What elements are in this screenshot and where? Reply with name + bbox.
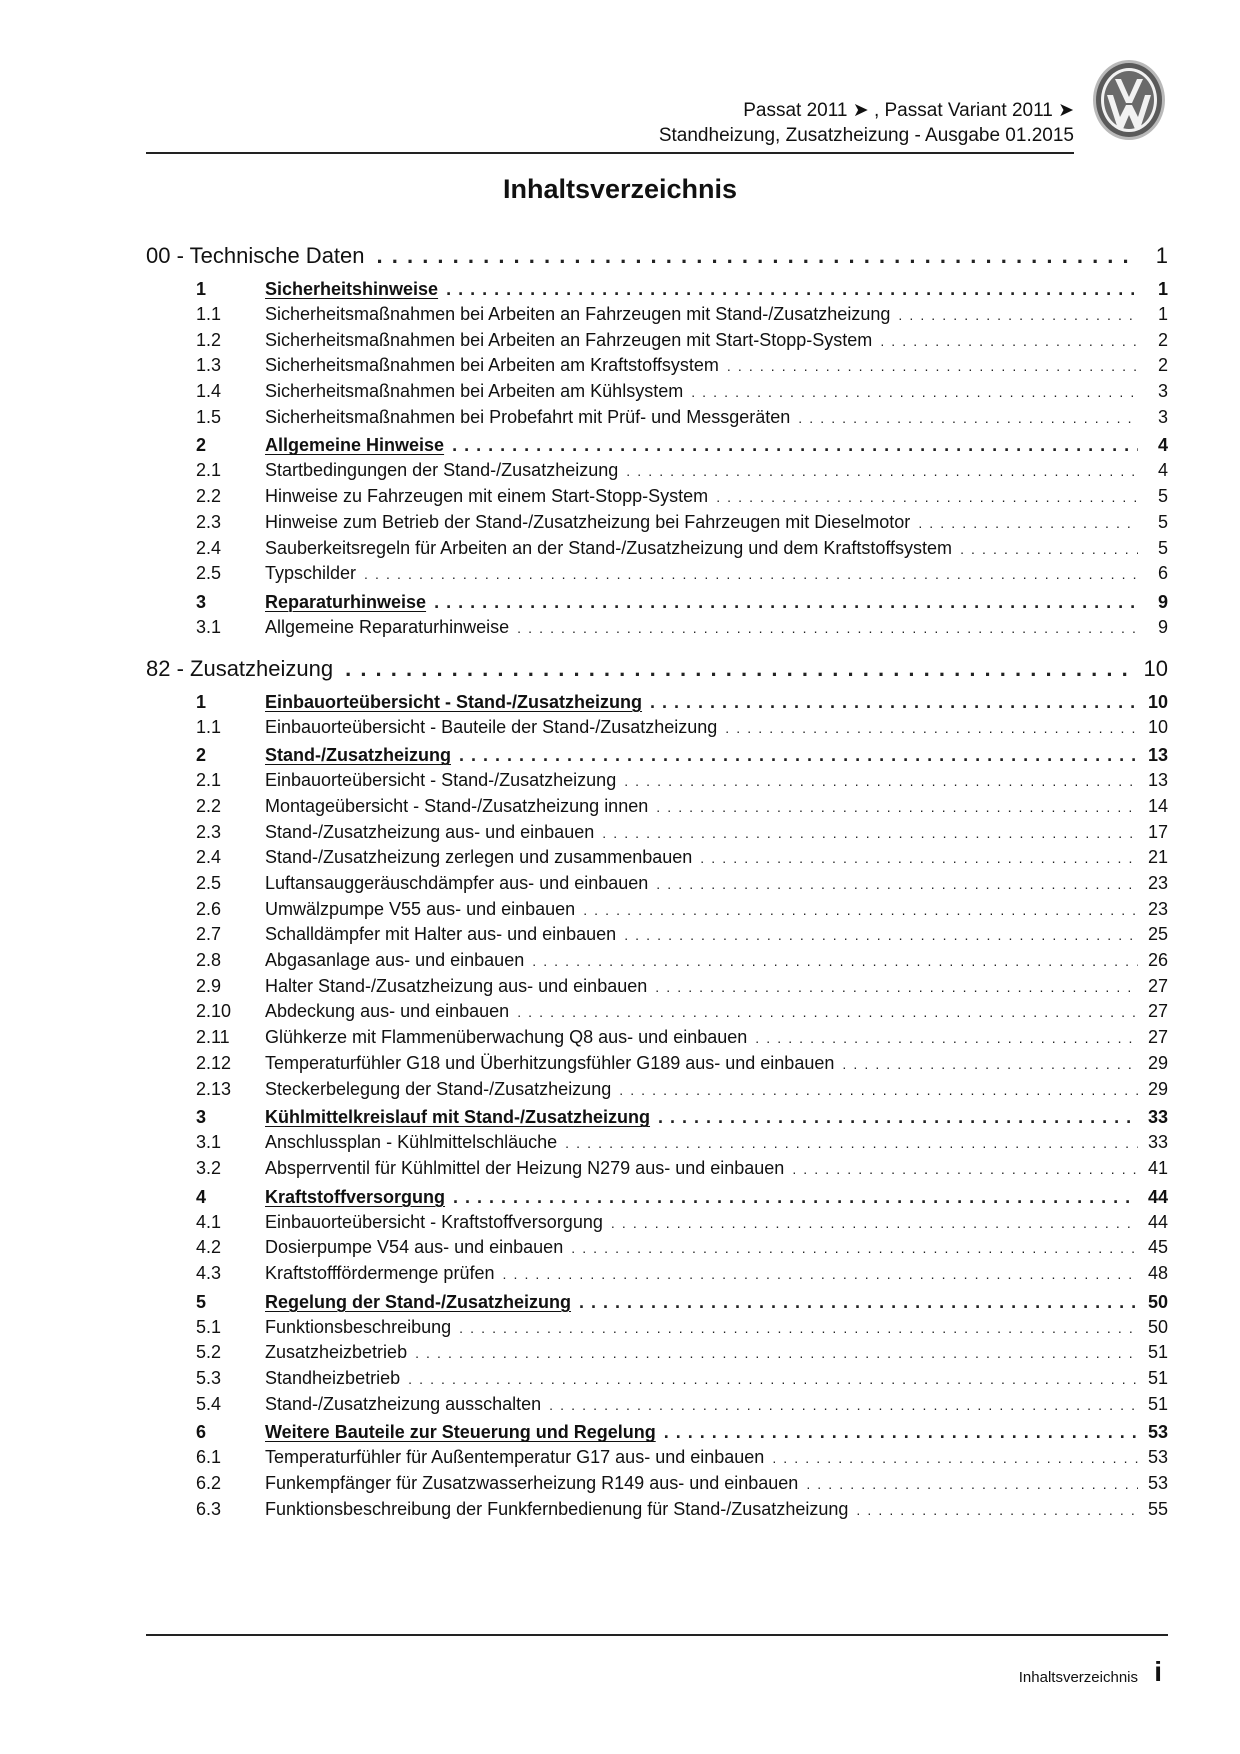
toc-number: 2.4 — [196, 537, 222, 558]
toc-page-number[interactable]: 10 — [1143, 655, 1168, 681]
toc-sub-row[interactable] — [146, 950, 1168, 976]
toc-page-number[interactable]: 48 — [1147, 1262, 1168, 1283]
toc-page-number[interactable]: 50 — [1147, 1316, 1168, 1337]
toc-dot-leader — [532, 953, 1138, 969]
toc-sub-row[interactable] — [146, 1368, 1168, 1394]
toc-dot-leader — [655, 979, 1138, 995]
toc-number: 2.3 — [196, 821, 222, 842]
vw-logo-icon — [1091, 57, 1167, 143]
toc-title[interactable]: Sicherheitsmaßnahmen bei Probefahrt mit Prüf- und Messgeräten — [265, 406, 791, 427]
toc-dot-leader — [664, 1422, 1138, 1443]
toc-sub-row[interactable] — [146, 1473, 1168, 1499]
toc-section-row[interactable] — [146, 692, 1168, 717]
toc-title[interactable]: 82 - Zusatzheizung — [146, 655, 334, 681]
toc-page-number[interactable]: 33 — [1147, 1107, 1168, 1128]
toc-page-number[interactable]: 27 — [1147, 975, 1168, 996]
toc-number: 3 — [196, 1107, 207, 1128]
toc-dot-leader — [798, 410, 1138, 426]
toc-page-number[interactable]: 21 — [1147, 847, 1168, 868]
toc-page-number[interactable]: 33 — [1147, 1132, 1168, 1153]
toc-title[interactable]: Montageübersicht - Stand-/Zusatzheizung innen — [265, 795, 649, 816]
toc-page-number[interactable]: 27 — [1147, 1001, 1168, 1022]
toc-page-number[interactable]: 45 — [1147, 1237, 1168, 1258]
toc-title[interactable]: Stand-/Zusatzheizung aus- und einbauen — [265, 821, 595, 842]
toc-sub-row[interactable] — [146, 1027, 1168, 1053]
toc-title[interactable]: Dosierpumpe V54 aus- und einbauen — [265, 1237, 564, 1258]
toc-sub-row[interactable] — [146, 717, 1168, 743]
toc-title[interactable]: Stand-/Zusatzheizung — [265, 745, 451, 766]
toc-title[interactable]: Kraftstofffördermenge prüfen — [265, 1262, 495, 1283]
toc-page-number[interactable]: 5 — [1157, 486, 1168, 507]
toc-chapter-row[interactable] — [146, 236, 1168, 276]
toc-title[interactable]: Anschlussplan - Kühlmittelschläuche — [265, 1132, 558, 1153]
toc-title[interactable]: Sicherheitsmaßnahmen bei Arbeiten an Fahrzeugen mit Stand-/Zusatzheizung — [265, 304, 891, 324]
toc-page-number[interactable]: 26 — [1147, 950, 1168, 971]
toc-sub-row[interactable] — [146, 1132, 1168, 1158]
toc-dot-leader — [700, 850, 1138, 866]
toc-dot-leader — [549, 1397, 1138, 1413]
toc-section-row[interactable] — [146, 745, 1168, 770]
toc-title[interactable]: 00 - Technische Daten — [146, 243, 365, 268]
toc-page-number[interactable]: 44 — [1147, 1211, 1168, 1232]
toc-title[interactable]: Standheizbetrieb — [265, 1368, 401, 1388]
toc-dot-leader — [772, 1450, 1138, 1466]
toc-number: 4.1 — [196, 1211, 222, 1232]
toc-title[interactable]: Temperaturfühler für Außentemperatur G17 aus- und einbauen — [265, 1447, 765, 1468]
toc-number: 3.1 — [196, 1132, 222, 1153]
toc-page-number[interactable]: 1 — [1157, 304, 1168, 324]
toc-number: 3.2 — [196, 1157, 222, 1178]
toc-title[interactable]: Hinweise zum Betrieb der Stand-/Zusatzheizung bei Fahrzeugen mit Dieselmotor — [265, 511, 911, 532]
toc-title[interactable]: Sauberkeitsregeln für Arbeiten an der Stand-/Zusatzheizung und dem Kraftstoffsystem — [265, 537, 953, 558]
toc-dot-leader — [459, 745, 1138, 766]
toc-title[interactable]: Sicherheitshinweise — [265, 279, 439, 299]
toc-dot-leader — [459, 1320, 1138, 1336]
toc-title[interactable]: Glühkerze mit Flammenüberwachung Q8 aus- und einbauen — [265, 1027, 748, 1048]
toc-page-number[interactable]: 51 — [1147, 1393, 1168, 1414]
toc-page-number[interactable]: 1 — [1155, 243, 1168, 268]
toc-sub-row[interactable] — [146, 1079, 1168, 1105]
toc-dot-leader — [517, 620, 1138, 636]
toc-page-number[interactable]: 10 — [1147, 691, 1168, 712]
toc-page-number[interactable]: 53 — [1147, 1473, 1168, 1494]
toc-number: 2.13 — [196, 1078, 232, 1099]
toc-title[interactable]: Funktionsbeschreibung der Funkfernbedienung für Stand-/Zusatzheizung — [265, 1498, 849, 1519]
toc-sub-row[interactable] — [146, 1212, 1168, 1238]
toc-dot-leader — [364, 566, 1138, 582]
toc-page-number[interactable]: 2 — [1157, 355, 1168, 376]
toc-title[interactable]: Typschilder — [265, 563, 357, 584]
toc-number: 1.4 — [196, 381, 222, 402]
toc-title[interactable]: Funktionsbeschreibung — [265, 1316, 452, 1337]
toc-number: 5.3 — [196, 1368, 222, 1388]
toc-number: 1 — [196, 691, 207, 712]
toc-title[interactable]: Luftansauggeräuschdämpfer aus- und einbauen — [265, 873, 649, 893]
toc-section-row[interactable] — [146, 1292, 1168, 1317]
toc-dot-leader — [453, 1187, 1138, 1208]
toc-number: 2.9 — [196, 975, 222, 996]
toc-number: 2.5 — [196, 873, 222, 893]
toc-number: 6.3 — [196, 1498, 222, 1519]
toc-number: 4.2 — [196, 1237, 222, 1258]
toc-number: 5.4 — [196, 1393, 222, 1414]
toc-number: 1.5 — [196, 406, 222, 427]
header-manual-line: Standheizung, Zusatzheizung - Ausgabe 01.2015 — [658, 125, 1074, 146]
toc-title[interactable]: Einbauorteübersicht - Bauteile der Stand-/Zusatzheizung — [265, 716, 718, 737]
toc-dot-leader — [792, 1161, 1138, 1177]
toc-sub-row[interactable] — [146, 407, 1168, 433]
toc-title[interactable]: Sicherheitsmaßnahmen bei Arbeiten an Fahrzeugen mit Start-Stopp-System — [265, 329, 873, 350]
toc-number: 3.1 — [196, 616, 222, 637]
toc-dot-leader — [806, 1476, 1138, 1492]
toc-page-number[interactable]: 4 — [1157, 435, 1168, 456]
toc-page-number[interactable]: 27 — [1147, 1027, 1168, 1048]
toc-number: 2.11 — [196, 1027, 230, 1048]
toc-page-number[interactable]: 3 — [1157, 406, 1168, 427]
toc-sub-row[interactable] — [146, 924, 1168, 950]
toc-dot-leader — [377, 243, 1130, 269]
toc-number: 2.1 — [196, 770, 222, 791]
toc-number: 5.2 — [196, 1342, 222, 1363]
toc-page-number[interactable]: 5 — [1157, 511, 1168, 532]
toc-dot-leader — [619, 1082, 1138, 1098]
toc-title[interactable]: Weitere Bauteile zur Steuerung und Regelung — [265, 1422, 656, 1443]
toc-sub-row[interactable] — [146, 1394, 1168, 1420]
toc-page-number[interactable]: 4 — [1157, 460, 1168, 481]
toc-title[interactable]: Sicherheitsmaßnahmen bei Arbeiten am Kraftstoffsystem — [265, 355, 719, 376]
toc-dot-leader — [415, 1345, 1138, 1361]
toc-title[interactable]: Kühlmittelkreislauf mit Stand-/Zusatzheizung — [265, 1107, 651, 1128]
toc-section-row[interactable] — [146, 279, 1168, 304]
toc-number: 2.3 — [196, 511, 222, 532]
toc-dot-leader — [434, 592, 1138, 613]
toc-title[interactable]: Allgemeine Reparaturhinweise — [265, 616, 510, 637]
toc-number: 5 — [196, 1291, 207, 1312]
toc-number: 4 — [196, 1186, 207, 1207]
toc-page-number[interactable]: 29 — [1147, 1078, 1168, 1099]
toc-dot-leader — [611, 1215, 1138, 1231]
toc-sub-row[interactable] — [146, 381, 1168, 407]
toc-sub-row[interactable] — [146, 486, 1168, 512]
footer-label: Inhaltsverzeichnis — [1018, 1669, 1138, 1686]
toc-dot-leader — [502, 1266, 1138, 1282]
toc-sub-row[interactable] — [146, 355, 1168, 381]
toc-sub-row[interactable] — [146, 460, 1168, 486]
footer-page-number: i — [1154, 1656, 1162, 1687]
toc-page-number[interactable]: 23 — [1147, 898, 1168, 919]
toc-title[interactable]: Absperrventil für Kühlmittel der Heizung N279 aus- und einbauen — [265, 1157, 785, 1178]
toc-sub-row[interactable] — [146, 899, 1168, 925]
toc-number: 3 — [196, 591, 207, 612]
toc-dot-leader — [408, 1371, 1138, 1387]
header-vehicle-line: Passat 2011 ➤ , Passat Variant 2011 ➤ — [743, 100, 1074, 121]
toc-dot-leader — [656, 876, 1138, 892]
toc-dot-leader — [583, 902, 1138, 918]
toc-sub-row[interactable] — [146, 330, 1168, 356]
toc-number: 1.1 — [196, 716, 222, 737]
toc-number: 1.3 — [196, 355, 222, 376]
toc-dot-leader — [517, 1004, 1138, 1020]
toc-page-number[interactable]: 51 — [1147, 1368, 1168, 1388]
toc-title[interactable]: Stand-/Zusatzheizung zerlegen und zusammenbauen — [265, 847, 693, 868]
toc-dot-leader — [898, 307, 1138, 323]
toc-page-number[interactable]: 25 — [1147, 924, 1168, 945]
toc-page-number[interactable]: 53 — [1147, 1447, 1168, 1468]
toc-title[interactable]: Umwälzpumpe V55 aus- und einbauen — [265, 898, 576, 919]
toc-dot-leader — [626, 463, 1138, 479]
toc-sub-row[interactable] — [146, 563, 1168, 589]
toc-title[interactable]: Schalldämpfer mit Halter aus- und einbauen — [265, 924, 617, 945]
toc-dot-leader — [650, 692, 1138, 713]
toc-number: 2.2 — [196, 795, 222, 816]
toc-title[interactable]: Zusatzheizbetrieb — [265, 1342, 408, 1363]
toc-title[interactable]: Reparaturhinweise — [265, 591, 427, 612]
toc-dot-leader — [571, 1240, 1138, 1256]
toc-section-row[interactable] — [146, 1187, 1168, 1212]
toc-page-number[interactable]: 41 — [1147, 1157, 1168, 1178]
toc-sub-row[interactable] — [146, 538, 1168, 564]
toc-sub-row[interactable] — [146, 617, 1168, 643]
toc-dot-leader — [624, 773, 1138, 789]
toc-sub-row[interactable] — [146, 1158, 1168, 1184]
toc-title[interactable]: Abgasanlage aus- und einbauen — [265, 950, 525, 971]
toc-title[interactable]: Einbauorteübersicht - Stand-/Zusatzheizung — [265, 770, 617, 791]
toc-page-number[interactable]: 51 — [1147, 1342, 1168, 1363]
toc-dot-leader — [691, 384, 1138, 400]
toc-title[interactable]: Temperaturfühler G18 und Überhitzungsfühler G189 aus- und einbauen — [265, 1052, 835, 1073]
toc-page-number[interactable]: 13 — [1147, 770, 1168, 791]
toc-sub-row[interactable] — [146, 770, 1168, 796]
toc-page-number[interactable]: 9 — [1157, 591, 1168, 612]
toc-sub-row[interactable] — [146, 1342, 1168, 1368]
toc-number: 1.1 — [196, 304, 222, 324]
toc-number: 2.1 — [196, 460, 222, 481]
toc-title[interactable]: Kraftstoffversorgung — [265, 1186, 446, 1207]
toc-sub-row[interactable] — [146, 1447, 1168, 1473]
toc-number: 6.2 — [196, 1473, 222, 1494]
toc-number: 2.6 — [196, 898, 222, 919]
toc-dot-leader — [565, 1135, 1138, 1151]
toc-page-number[interactable]: 3 — [1157, 381, 1168, 402]
toc-page-number[interactable]: 10 — [1147, 716, 1168, 737]
toc-number: 2 — [196, 745, 207, 766]
toc-title[interactable]: Sicherheitsmaßnahmen bei Arbeiten am Kühlsystem — [265, 381, 684, 402]
toc-sub-row[interactable] — [146, 1263, 1168, 1289]
toc-sub-row[interactable] — [146, 1499, 1168, 1525]
toc-chapter-row[interactable] — [146, 649, 1168, 689]
toc-number: 2.4 — [196, 847, 222, 868]
toc-title[interactable]: Allgemeine Hinweise — [265, 435, 445, 456]
toc-sub-row[interactable] — [146, 1053, 1168, 1079]
toc-sub-row[interactable] — [146, 1237, 1168, 1263]
toc-title[interactable]: Einbauorteübersicht - Kraftstoffversorgung — [265, 1211, 603, 1232]
toc-number: 6 — [196, 1422, 207, 1443]
toc-page-number[interactable]: 17 — [1147, 821, 1168, 842]
toc-dot-leader — [345, 656, 1130, 682]
toc-sub-row[interactable] — [146, 1317, 1168, 1343]
toc-number: 6.1 — [196, 1447, 222, 1468]
toc-dot-leader — [658, 1107, 1138, 1128]
toc-page-number[interactable]: 9 — [1157, 616, 1168, 637]
toc-title[interactable]: Startbedingungen der Stand-/Zusatzheizung — [265, 460, 619, 481]
toc-title[interactable]: Funkempfänger für Zusatzwasserheizung R149 aus- und einbauen — [265, 1473, 799, 1494]
toc-sub-row[interactable] — [146, 796, 1168, 822]
toc-page-number[interactable]: 53 — [1147, 1422, 1168, 1443]
toc-title[interactable]: Regelung der Stand-/Zusatzheizung — [265, 1291, 572, 1312]
toc-page-number[interactable]: 55 — [1147, 1498, 1168, 1519]
toc-section-row[interactable] — [146, 1422, 1168, 1447]
toc-dot-leader — [579, 1292, 1138, 1313]
toc-number: 5.1 — [196, 1316, 222, 1337]
toc-page-number[interactable]: 44 — [1147, 1186, 1168, 1207]
toc-page-number[interactable]: 6 — [1157, 563, 1168, 584]
toc-sub-row[interactable] — [146, 512, 1168, 538]
toc-sub-row[interactable] — [146, 976, 1168, 1002]
toc-number: 2 — [196, 435, 207, 456]
toc-page-number[interactable]: 13 — [1147, 745, 1168, 766]
toc-dot-leader — [602, 825, 1138, 841]
toc-page-number[interactable]: 1 — [1157, 279, 1168, 299]
toc-dot-leader — [856, 1502, 1138, 1518]
toc-number: 2.2 — [196, 486, 222, 507]
toc-number: 1 — [196, 279, 207, 299]
toc-title[interactable]: Stand-/Zusatzheizung ausschalten — [265, 1393, 542, 1414]
toc-page-number[interactable]: 5 — [1157, 537, 1168, 558]
toc-dot-leader — [446, 279, 1138, 300]
toc-number: 2.7 — [196, 924, 222, 945]
toc-dot-leader — [918, 515, 1138, 531]
toc-sub-row[interactable] — [146, 822, 1168, 848]
toc-dot-leader — [960, 541, 1138, 557]
toc-title[interactable]: Abdeckung aus- und einbauen — [265, 1001, 510, 1022]
toc-page-number[interactable]: 14 — [1147, 795, 1168, 816]
toc-sub-row[interactable] — [146, 304, 1168, 330]
toc-sub-row[interactable] — [146, 1001, 1168, 1027]
toc-dot-leader — [725, 720, 1138, 736]
toc-page-number[interactable]: 29 — [1147, 1052, 1168, 1073]
toc-dot-leader — [452, 435, 1138, 456]
toc-sub-row[interactable] — [146, 873, 1168, 899]
toc-page-number[interactable]: 23 — [1147, 873, 1168, 893]
toc-section-row[interactable] — [146, 1107, 1168, 1132]
toc-sub-row[interactable] — [146, 847, 1168, 873]
toc-section-row[interactable] — [146, 435, 1168, 460]
toc-number: 2.10 — [196, 1001, 232, 1022]
toc-number: 2.12 — [196, 1052, 232, 1073]
page-header — [146, 94, 1074, 154]
toc-dot-leader — [656, 799, 1138, 815]
toc-dot-leader — [880, 333, 1138, 349]
toc-section-row[interactable] — [146, 592, 1168, 617]
toc-dot-leader — [716, 489, 1138, 505]
table-of-contents — [146, 236, 1168, 1524]
page-footer — [146, 1634, 1168, 1687]
toc-number: 2.5 — [196, 563, 222, 584]
toc-dot-leader — [755, 1030, 1138, 1046]
toc-title[interactable]: Halter Stand-/Zusatzheizung aus- und einbauen — [265, 975, 648, 996]
toc-dot-leader — [842, 1056, 1138, 1072]
toc-title[interactable]: Einbauorteübersicht - Stand-/Zusatzheizung — [265, 691, 643, 712]
toc-number: 1.2 — [196, 329, 222, 350]
toc-title[interactable]: Hinweise zu Fahrzeugen mit einem Start-Stopp-System — [265, 486, 709, 507]
toc-number: 4.3 — [196, 1262, 222, 1283]
toc-page-number[interactable]: 2 — [1157, 329, 1168, 350]
toc-title[interactable]: Steckerbelegung der Stand-/Zusatzheizung — [265, 1078, 612, 1099]
toc-dot-leader — [727, 358, 1138, 374]
toc-number: 2.8 — [196, 950, 222, 971]
toc-page-number[interactable]: 50 — [1147, 1291, 1168, 1312]
page-title: Inhaltsverzeichnis — [502, 174, 738, 204]
toc-dot-leader — [624, 927, 1138, 943]
